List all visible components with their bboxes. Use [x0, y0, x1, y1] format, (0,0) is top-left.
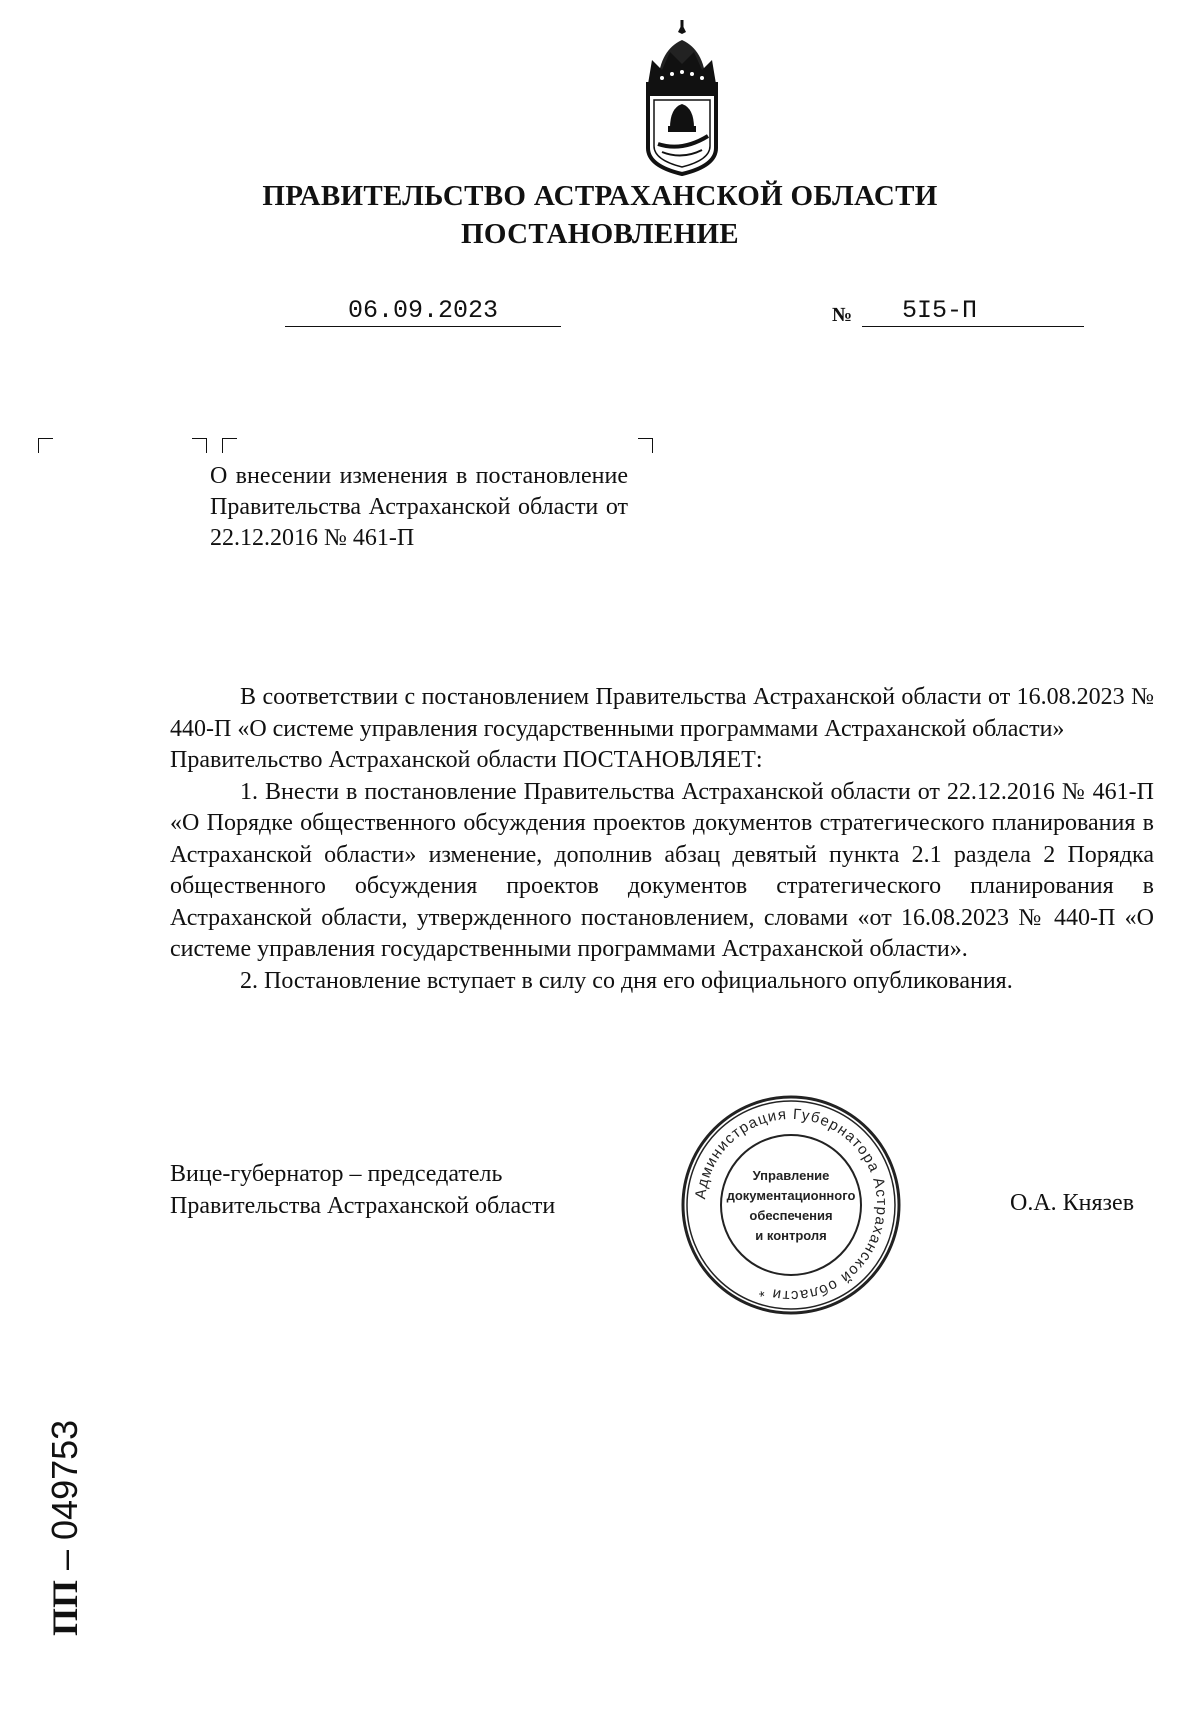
seal-ring-text: Администрация Губернатора Астраханской области *: [692, 1105, 891, 1305]
signatory-title-line-1: Вице-губернатор – председатель: [170, 1161, 503, 1187]
seal-center-line-2: документационного: [726, 1188, 856, 1203]
document-type-title: ПОСТАНОВЛЕНИЕ: [461, 218, 739, 250]
left-corner-mark: [38, 438, 53, 453]
serial-digits: – 049753: [44, 1419, 85, 1580]
preamble-paragraph: В соответствии с постановлением Правительства Астраханской области от 16.08.2023 № 440-П «О системе управления государственными программами Астраханской области»: [170, 684, 1154, 742]
government-title: ПРАВИТЕЛЬСТВО АСТРАХАНСКОЙ ОБЛАСТИ: [262, 180, 938, 212]
document-subject: [210, 461, 628, 554]
seal-center-line-1: Управление: [752, 1168, 830, 1183]
subject-text: О внесении изменения в постановление Правительства Астраханской области от 22.12.2016 № 461-П: [210, 463, 628, 551]
signatory-title: [170, 1158, 555, 1222]
document-date-field: 06.09.2023: [285, 296, 561, 327]
seal-center-line-3: обеспечения: [749, 1208, 833, 1223]
subject-left-corner-mark: [222, 438, 237, 453]
coat-of-arms-emblem: [640, 20, 724, 176]
item-2-paragraph: 2. Постановление вступает в силу со дня его официального опубликования.: [240, 967, 1013, 994]
signatory-name: О.А. Князев: [1010, 1190, 1135, 1216]
number-sign-label: №: [832, 304, 853, 326]
official-seal-stamp: [680, 1094, 902, 1316]
subject-left-bracket-mark: [192, 438, 207, 453]
document-number-field: 5I5-П: [862, 296, 1084, 327]
seal-center-line-4: и контроля: [755, 1228, 827, 1243]
serial-prefix: ПП: [45, 1579, 85, 1636]
subject-right-corner-mark: [638, 438, 653, 453]
document-body: [170, 682, 1154, 997]
signatory-title-line-2: Правительства Астраханской области: [170, 1193, 556, 1219]
resolves-paragraph: Правительство Астраханской области ПОСТАНОВЛЯЕТ:: [170, 747, 763, 773]
form-serial-number: [44, 1420, 86, 1636]
item-1-paragraph: 1. Внести в постановление Правительства Астраханской области от 22.12.2016 № 461-П «О Порядке общественного обсуждения проектов документов стратегического планирования в Астраханской области» изменение, дополнив абзац девятый пункта 2.1 раздела 2 Порядка общественного обсуждения проектов документов стратегического планирования в Астраханской области, утвержденного постановлением, словами «от 16.08.2023 № 440-П «О системе управления государственными программами Астраханской области».: [170, 778, 1154, 962]
